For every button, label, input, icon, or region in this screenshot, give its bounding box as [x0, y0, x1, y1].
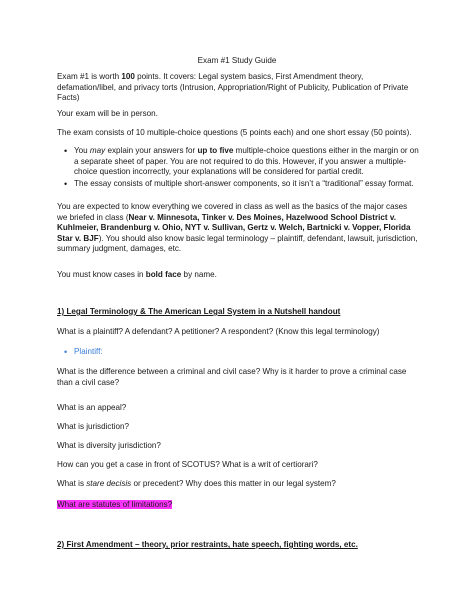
- question-plaintiff: What is a plaintiff? A defendant? A petitioner? A respondent? (Know this legal terminology): [57, 327, 380, 336]
- expectations-paragraph: [57, 202, 419, 255]
- list-text: explain your answers for: [105, 146, 198, 155]
- question-criminal-civil: What is the difference between a criminal and civil case? Why is it harder to prove a criminal case than a civil case?: [57, 367, 407, 387]
- exam-details-list: [57, 146, 419, 190]
- in-person-note: Your exam will be in person.: [57, 109, 158, 118]
- list-text: multiple-choice questions either in the margin or on a separate sheet of paper. You are not required to do this. However, if you answer a multiple-choice question incorrectly, your explanations will be considered for partial credit.: [74, 146, 419, 177]
- document-title: Exam #1 Study Guide: [197, 56, 277, 65]
- question-text: What is: [57, 479, 87, 488]
- question-emphasis: stare decisis: [86, 479, 132, 488]
- list-text: You: [74, 146, 90, 155]
- question-statutes-of-limitations: [57, 500, 419, 511]
- intro-text: Exam #1 is worth: [57, 72, 122, 81]
- highlighted-question: What are statutes of limitations?: [57, 500, 173, 509]
- note-strong: bold face: [145, 270, 182, 279]
- list-strong: up to five: [197, 146, 234, 155]
- question-text-rest: or precedent? Why does this matter in our legal system?: [131, 479, 336, 488]
- note-text: You must know cases in: [57, 270, 146, 279]
- section-2-heading: 2) First Amendment – theory, prior restraints, hate speech, fighting words, etc.: [57, 540, 358, 549]
- paragraph-text: You are expected to know everything we covered in class as well as the basics of the major cases we briefed in class (: [57, 202, 408, 222]
- intro-paragraph: [57, 72, 419, 104]
- paragraph-text-rest: ). You should also know basic legal terminology – plaintiff, defendant, lawsuit, jurisdiction, summary judgment, damages, etc.: [57, 233, 418, 254]
- question-diversity-jurisdiction: What is diversity jurisdiction?: [57, 441, 161, 450]
- question-scotus: How can you get a case in front of SCOTUS? What is a writ of certiorari?: [57, 460, 318, 469]
- plaintiff-list: [57, 347, 419, 359]
- intro-text-rest: points. It covers: Legal system basics, First Amendment theory, defamation/libel, and privacy torts (Intrusion, Appropriation/Right of Publicity, Publication of Private Facts): [57, 72, 409, 103]
- list-emphasis: may: [89, 146, 106, 155]
- exam-format-paragraph: The exam consists of 10 multiple-choice questions (5 points each) and one short essay (50 points).: [57, 128, 412, 137]
- question-appeal: What is an appeal?: [57, 403, 127, 412]
- points-value: 100: [121, 72, 135, 81]
- list-item-plaintiff: • Plaintiff:: [57, 347, 419, 358]
- note-text-rest: by name.: [181, 270, 217, 279]
- question-jurisdiction: What is jurisdiction?: [57, 422, 129, 431]
- list-item-essay: • The essay consists of multiple short-answer components, so it isn’t a “traditional” essay format.: [57, 179, 419, 190]
- bold-face-note: [57, 270, 419, 281]
- case-list: Near v. Minnesota, Tinker v. Des Moines, Hazelwood School District v. Kuhlmeier, Brandenburg v. Ohio, NYT v. Sullivan, Gertz v. Welch, Bartnicki v. Vopper, Florida Star v. BJF: [57, 212, 411, 243]
- question-stare-decisis: [57, 479, 419, 490]
- list-item-explanations: [57, 146, 419, 178]
- section-1-heading: 1) Legal Terminology & The American Legal System in a Nutshell handout: [57, 307, 341, 316]
